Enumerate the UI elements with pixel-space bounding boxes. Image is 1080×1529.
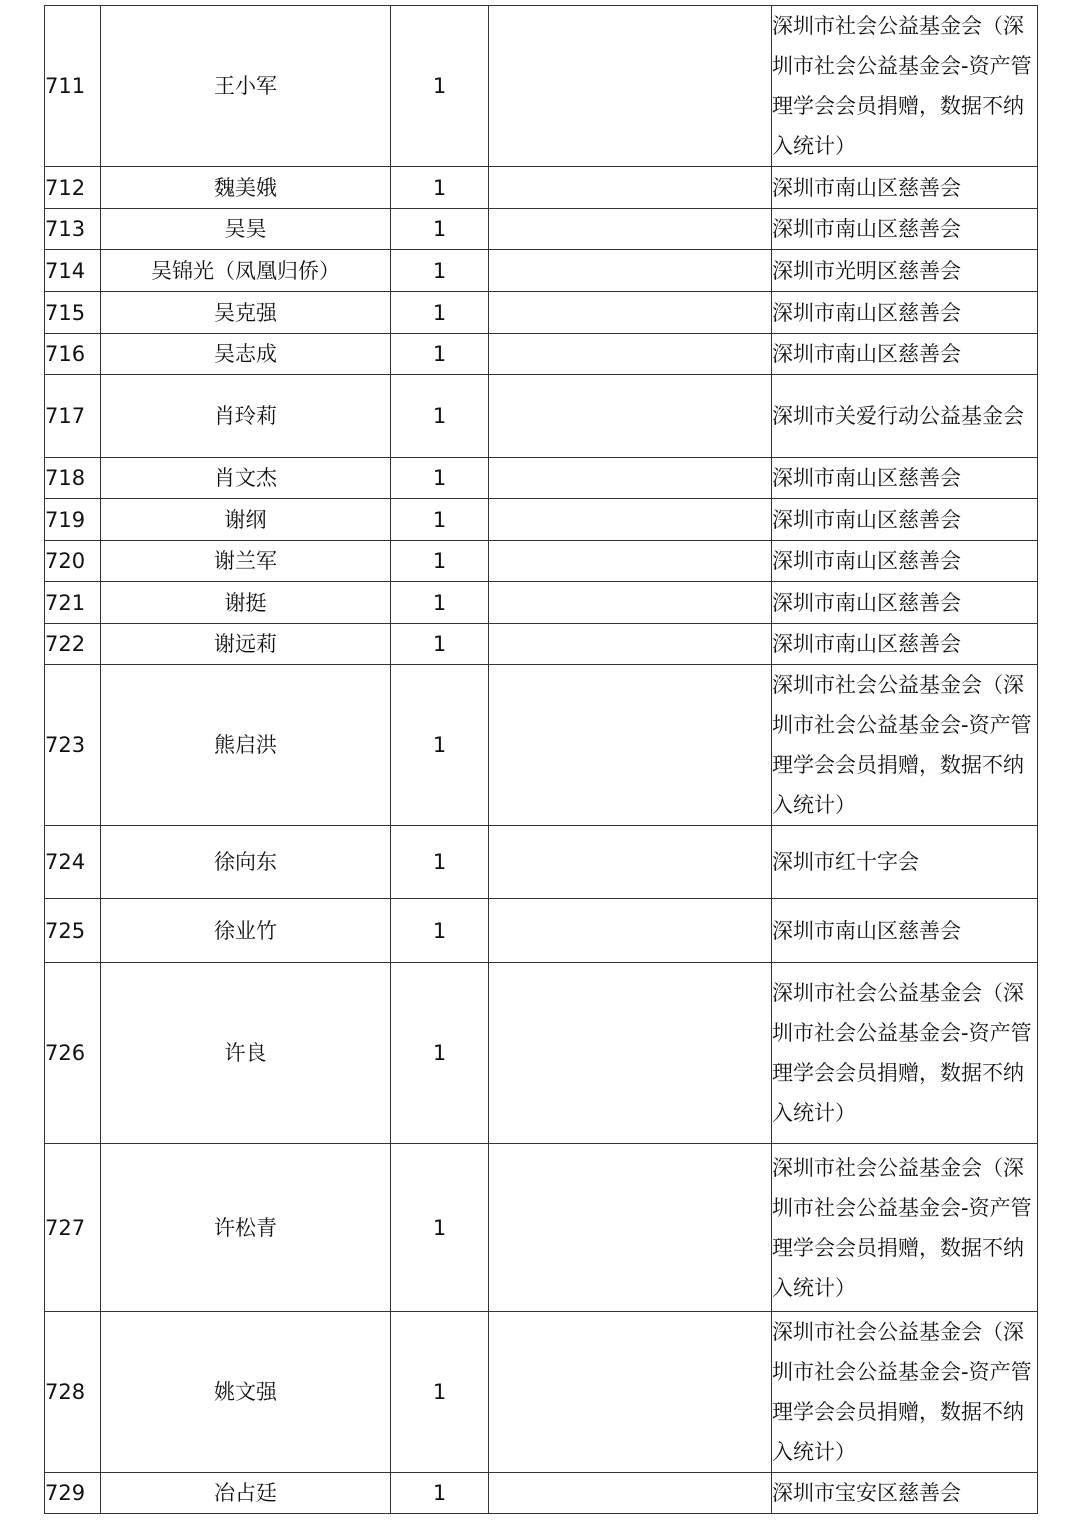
donor-name: 吴锦光（凤凰归侨） <box>101 250 391 292</box>
table-row <box>45 375 1038 458</box>
quantity: 1 <box>391 292 489 334</box>
quantity: 1 <box>391 899 489 963</box>
quantity: 1 <box>391 665 489 826</box>
row-number: 727 <box>45 1144 101 1312</box>
organization: 深圳市南山区慈善会 <box>772 582 1038 624</box>
organization: 深圳市红十字会 <box>772 826 1038 899</box>
table-row <box>45 624 1038 665</box>
donor-name: 魏美娥 <box>101 167 391 209</box>
quantity: 1 <box>391 250 489 292</box>
row-number: 717 <box>45 375 101 458</box>
donor-name: 谢兰军 <box>101 541 391 582</box>
empty-cell <box>489 334 772 375</box>
donor-name: 姚文强 <box>101 1312 391 1473</box>
empty-cell <box>489 624 772 665</box>
empty-cell <box>489 167 772 209</box>
donor-name: 谢纲 <box>101 499 391 541</box>
empty-cell <box>489 1144 772 1312</box>
donor-name: 徐业竹 <box>101 899 391 963</box>
table-row <box>45 541 1038 582</box>
organization: 深圳市社会公益基金会（深圳市社会公益基金会-资产管理学会会员捐赠，数据不纳入统计） <box>772 1144 1038 1312</box>
quantity: 1 <box>391 1312 489 1473</box>
donor-name: 肖文杰 <box>101 458 391 499</box>
donor-name: 许良 <box>101 963 391 1144</box>
row-number: 724 <box>45 826 101 899</box>
quantity: 1 <box>391 1144 489 1312</box>
row-number: 711 <box>45 6 101 167</box>
quantity: 1 <box>391 375 489 458</box>
quantity: 1 <box>391 624 489 665</box>
donor-name: 熊启洪 <box>101 665 391 826</box>
organization: 深圳市社会公益基金会（深圳市社会公益基金会-资产管理学会会员捐赠，数据不纳入统计） <box>772 963 1038 1144</box>
table-row <box>45 1473 1038 1514</box>
organization: 深圳市南山区慈善会 <box>772 209 1038 250</box>
quantity: 1 <box>391 582 489 624</box>
quantity: 1 <box>391 1473 489 1514</box>
donor-name: 王小军 <box>101 6 391 167</box>
donor-name: 许松青 <box>101 1144 391 1312</box>
organization: 深圳市社会公益基金会（深圳市社会公益基金会-资产管理学会会员捐赠，数据不纳入统计） <box>772 6 1038 167</box>
row-number: 714 <box>45 250 101 292</box>
quantity: 1 <box>391 963 489 1144</box>
organization: 深圳市社会公益基金会（深圳市社会公益基金会-资产管理学会会员捐赠，数据不纳入统计） <box>772 1312 1038 1473</box>
quantity: 1 <box>391 458 489 499</box>
table-row <box>45 899 1038 963</box>
organization: 深圳市光明区慈善会 <box>772 250 1038 292</box>
table-row <box>45 963 1038 1144</box>
quantity: 1 <box>391 541 489 582</box>
donor-name: 冶占廷 <box>101 1473 391 1514</box>
donor-name: 吴志成 <box>101 334 391 375</box>
organization: 深圳市社会公益基金会（深圳市社会公益基金会-资产管理学会会员捐赠，数据不纳入统计） <box>772 665 1038 826</box>
empty-cell <box>489 582 772 624</box>
table-row <box>45 826 1038 899</box>
empty-cell <box>489 6 772 167</box>
table-row <box>45 167 1038 209</box>
organization: 深圳市南山区慈善会 <box>772 167 1038 209</box>
donor-name: 谢远莉 <box>101 624 391 665</box>
row-number: 713 <box>45 209 101 250</box>
quantity: 1 <box>391 826 489 899</box>
row-number: 728 <box>45 1312 101 1473</box>
donor-name: 谢挺 <box>101 582 391 624</box>
table-row <box>45 458 1038 499</box>
table-row <box>45 665 1038 826</box>
organization: 深圳市南山区慈善会 <box>772 458 1038 499</box>
quantity: 1 <box>391 499 489 541</box>
row-number: 719 <box>45 499 101 541</box>
empty-cell <box>489 250 772 292</box>
row-number: 723 <box>45 665 101 826</box>
row-number: 725 <box>45 899 101 963</box>
quantity: 1 <box>391 334 489 375</box>
empty-cell <box>489 209 772 250</box>
empty-cell <box>489 963 772 1144</box>
table-row <box>45 1312 1038 1473</box>
table-body <box>45 6 1038 1514</box>
row-number: 718 <box>45 458 101 499</box>
quantity: 1 <box>391 167 489 209</box>
organization: 深圳市宝安区慈善会 <box>772 1473 1038 1514</box>
empty-cell <box>489 826 772 899</box>
organization: 深圳市南山区慈善会 <box>772 334 1038 375</box>
organization: 深圳市关爱行动公益基金会 <box>772 375 1038 458</box>
donor-name: 吴昊 <box>101 209 391 250</box>
empty-cell <box>489 292 772 334</box>
empty-cell <box>489 541 772 582</box>
table-row <box>45 292 1038 334</box>
row-number: 715 <box>45 292 101 334</box>
table-row <box>45 334 1038 375</box>
table-row <box>45 499 1038 541</box>
row-number: 712 <box>45 167 101 209</box>
donor-table <box>44 5 1038 1514</box>
row-number: 716 <box>45 334 101 375</box>
row-number: 720 <box>45 541 101 582</box>
quantity: 1 <box>391 209 489 250</box>
row-number: 721 <box>45 582 101 624</box>
table-row <box>45 6 1038 167</box>
donor-name: 肖玲莉 <box>101 375 391 458</box>
organization: 深圳市南山区慈善会 <box>772 899 1038 963</box>
quantity: 1 <box>391 6 489 167</box>
table-row <box>45 250 1038 292</box>
empty-cell <box>489 458 772 499</box>
organization: 深圳市南山区慈善会 <box>772 624 1038 665</box>
row-number: 722 <box>45 624 101 665</box>
table-row <box>45 582 1038 624</box>
table-row <box>45 209 1038 250</box>
empty-cell <box>489 375 772 458</box>
donor-name: 徐向东 <box>101 826 391 899</box>
empty-cell <box>489 665 772 826</box>
organization: 深圳市南山区慈善会 <box>772 541 1038 582</box>
empty-cell <box>489 899 772 963</box>
empty-cell <box>489 499 772 541</box>
organization: 深圳市南山区慈善会 <box>772 292 1038 334</box>
row-number: 726 <box>45 963 101 1144</box>
row-number: 729 <box>45 1473 101 1514</box>
donor-name: 吴克强 <box>101 292 391 334</box>
organization: 深圳市南山区慈善会 <box>772 499 1038 541</box>
empty-cell <box>489 1473 772 1514</box>
table-row <box>45 1144 1038 1312</box>
empty-cell <box>489 1312 772 1473</box>
